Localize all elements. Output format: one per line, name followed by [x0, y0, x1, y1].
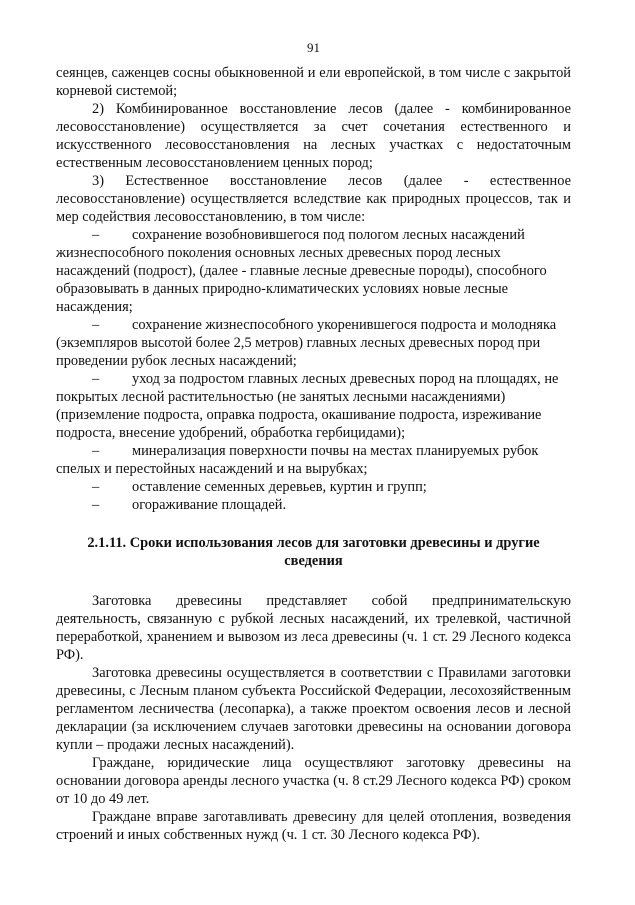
list-item-text: сохранение возобновившегося под пологом лесных насаждений жизнеспособного поколения основных лесных древесных пород лесных насаждений (подрост), (далее - главные лесные древесные породы), способного образовывать в данных природно-климатических условиях новые лесные насаждения;: [56, 227, 547, 315]
list-item-text: уход за подростом главных лесных древесных пород на площадях, не покрытых лесной растительностью (не занятых лесными насаждениями) (приземление подроста, оправка подроста, окашивание подроста, изреживание подроста, внесение удобрений, обработка гербицидами);: [56, 371, 559, 441]
list-dash: –: [92, 227, 100, 243]
list-item-text: огораживание площадей.: [132, 497, 287, 513]
paragraph-citizen-needs: Граждане вправе заготавливать древесину для целей отопления, возведения строений и иных собственных нужд (ч. 1 ст. 30 Лесного кодекса РФ).: [56, 809, 571, 843]
list-item-text: оставление семенных деревьев, куртин и групп;: [132, 479, 427, 495]
paragraph-continuation: сеянцев, саженцев сосны обыкновенной и ели европейской, в том числе с закрытой корневой системой;: [56, 65, 571, 99]
list-item-text: минерализация поверхности почвы на местах планируемых рубок спелых и перестойных насаждений и на вырубках;: [56, 443, 539, 477]
section-heading: 2.1.11. Сроки использования лесов для заготовки древесины и другие сведения: [87, 535, 540, 569]
list-item-text: сохранение жизнеспособного укоренившегося подроста и молодняка (экземпляров высотой более 2,5 метров) главных лесных древесных пород при проведении рубок лесных насаждений;: [56, 317, 557, 369]
list-dash: –: [92, 479, 100, 495]
paragraph-harvesting-rules: Заготовка древесины осуществляется в соответствии с Правилами заготовки древесины, с Лесным планом субъекта Российской Федерации, лесохозяйственным регламентом лесничества (лесопарка), а также проектом освоения лесов и лесной декларации (за исключением случаев заготовки древесины на основании договора купли – продажи лесных насаждений).: [56, 665, 571, 753]
list-item: [56, 496, 571, 514]
list-item: [56, 226, 571, 316]
list-dash: –: [92, 443, 100, 459]
paragraph-combined-restoration: 2) Комбинированное восстановление лесов (далее - комбинированное лесовосстановление) осуществляется за счет сочетания естественного и искусственного лесовосстановления на лесных участках с недостаточным естественным лесовосстановлением ценных пород;: [56, 101, 571, 171]
paragraph-timber-harvesting: Заготовка древесины представляет собой предпринимательскую деятельность, связанную с рубкой лесных насаждений, их трелевкой, частичной переработкой, хранением и вывозом из леса древесины (ч. 1 ст. 29 Лесного кодекса РФ).: [56, 593, 571, 663]
paragraph-lease-terms: Граждане, юридические лица осуществляют заготовку древесины на основании договора аренды лесного участка (ч. 8 ст.29 Лесного кодекса РФ) сроком от 10 до 49 лет.: [56, 755, 571, 807]
list-item: [56, 316, 571, 370]
list-dash: –: [92, 497, 100, 513]
list-item: [56, 442, 571, 478]
list-dash: –: [92, 317, 100, 333]
document-page: [56, 40, 571, 844]
page-number: 91: [307, 40, 320, 55]
list-item: [56, 370, 571, 442]
list-dash: –: [92, 371, 100, 387]
paragraph-natural-restoration: 3) Естественное восстановление лесов (далее - естественное лесовосстановление) осуществляется вследствие как природных процессов, так и мер содействия лесовосстановлению, в том числе:: [56, 173, 571, 225]
list-item: [56, 478, 571, 496]
